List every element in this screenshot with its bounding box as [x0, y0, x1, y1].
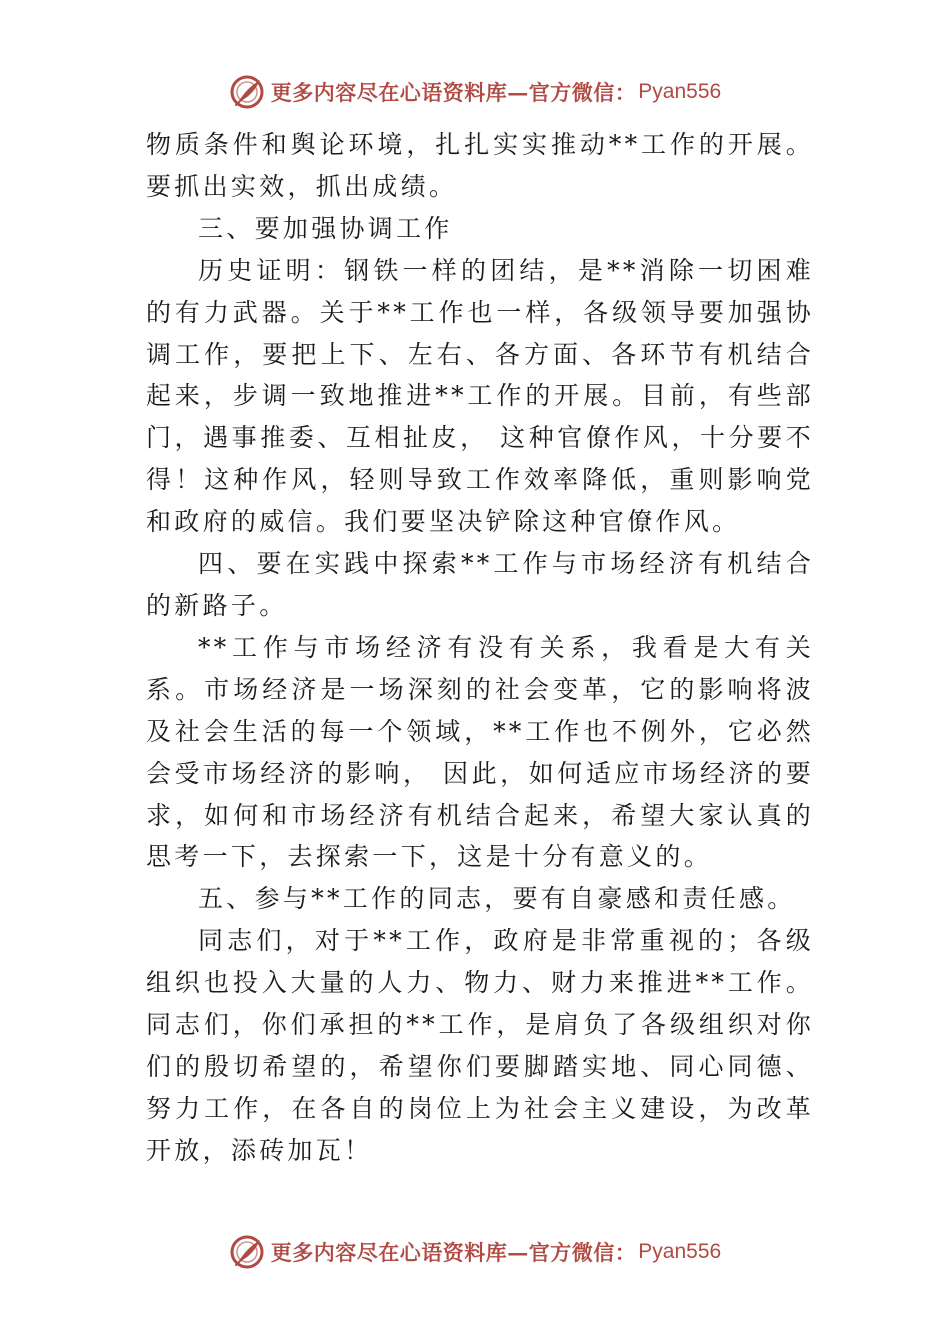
- feather-quill-logo-icon: [229, 74, 265, 110]
- paragraph: 历史证明：钢铁一样的团结，是**消除一切困难的有力武器。关于**工作也一样，各级领导要加强协调工作，要把上下、左右、各方面、各环节有机结合起来，步调一致地推进**工作的开展。目前，有些部门，遇事推委、互相扯皮， 这种官僚作风，十分要不得！这种作风，轻则导致工作效率降低，重则影响党和政府的威信。我们要坚决铲除这种官僚作风。: [146, 255, 814, 537]
- paragraph: 物质条件和舆论环境，扎扎实实推动**工作的开展。要抓出实效，抓出成绩。: [146, 130, 814, 201]
- banner-brand-text: 更多内容尽在心语资料库—官方微信：: [270, 1240, 637, 1265]
- paragraph: 同志们，对于**工作，政府是非常重视的；各级组织也投入大量的人力、物力、财力来推进**工作。同志们，你们承担的**工作，是肩负了各级组织对你们的殷切希望的，希望你们要脚踏实地、同心同德、努力工作，在各自的岗位上为社会主义建设，为改革开放，添砖加瓦！: [146, 926, 814, 1165]
- paragraph: **工作与市场经济有没有关系，我看是大有关系。市场经济是一场深刻的社会变革，它的影响将波及社会生活的每一个领域，**工作也不例外，它必然会受市场经济的影响， 因此，如何适应市场经济的要求，如何和市场经济有机结合起来，希望大家认真的思考一下，去探索一下，这是十分有意义的。: [146, 632, 814, 872]
- header-banner: [0, 72, 950, 112]
- banner-wechat-id: Pyan556: [638, 80, 722, 103]
- section-heading: 五、参与**工作的同志，要有自豪感和责任感。: [198, 884, 796, 914]
- banner-brand-text: 更多内容尽在心语资料库—官方微信：: [270, 80, 637, 105]
- feather-quill-logo-icon: [229, 1234, 265, 1270]
- banner-wechat-id: Pyan556: [638, 1240, 722, 1263]
- footer-banner: [0, 1232, 950, 1272]
- document-body: [146, 124, 814, 1172]
- section-heading: 三、要加强协调工作: [198, 213, 453, 243]
- section-heading: 四、要在实践中探索**工作与市场经济有机结合的新路子。: [146, 549, 814, 620]
